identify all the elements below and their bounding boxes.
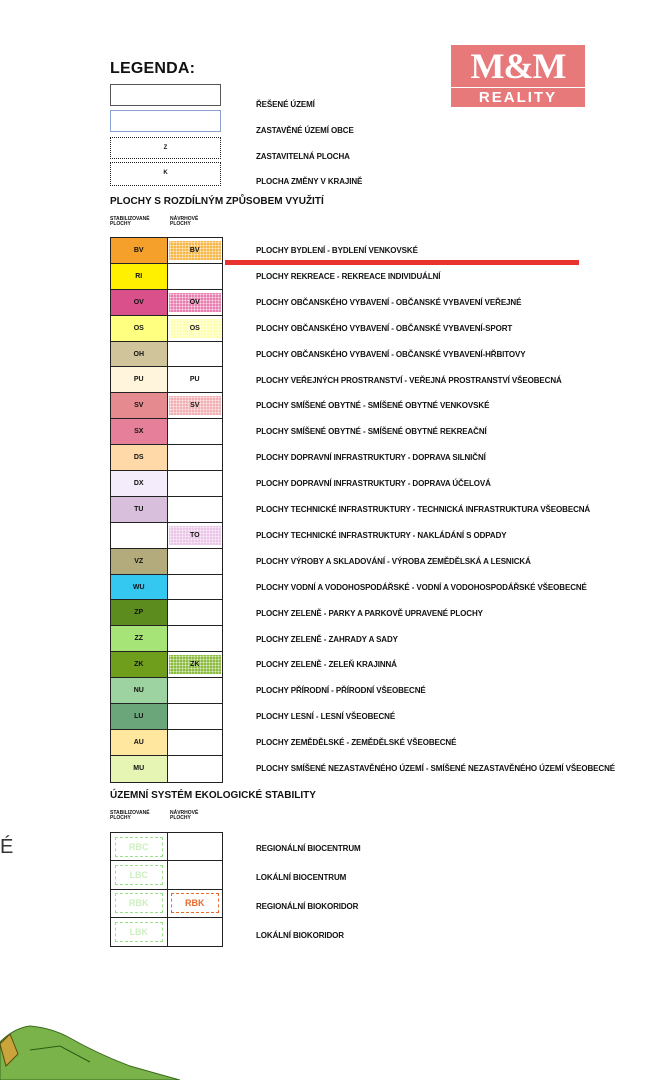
uses-row-rbk <box>111 890 222 918</box>
navrh-cell-mu <box>167 756 223 782</box>
navrh-cell-zz <box>167 626 223 651</box>
uses-col-header-stab: STABILIZOVANÉ PLOCHY <box>110 810 150 821</box>
stab-cell-oh: OH <box>111 342 167 367</box>
legend-label-to: PLOCHY TECHNICKÉ INFRASTRUKTURY - NAKLÁDÁNÍ S ODPADY <box>256 530 507 540</box>
map-fragment <box>0 1010 180 1080</box>
legend-row-nu <box>111 678 222 704</box>
stab-cell-ds: DS <box>111 445 167 470</box>
stab-cell-sv: SV <box>111 393 167 418</box>
navrh-cell-ri <box>167 264 223 289</box>
zastavitelna-label: ZASTAVITELNÁ PLOCHA <box>256 152 350 161</box>
cropped-map-letter: É <box>0 836 14 858</box>
legend-row-vz <box>111 549 222 575</box>
zmena-krajina-label: PLOCHA ZMĚNY V KRAJINĚ <box>256 177 363 186</box>
uses-navrh-cell-lbk <box>167 918 223 946</box>
legend-row-zk <box>111 652 222 678</box>
uses-navrh-cell-lbc <box>167 861 223 888</box>
legend-label-bv: PLOCHY BYDLENÍ - BYDLENÍ VENKOVSKÉ <box>256 246 418 255</box>
stab-cell-zp: ZP <box>111 600 167 625</box>
legend-label-lu: PLOCHY LESNÍ - LESNÍ VŠEOBECNÉ <box>256 712 396 722</box>
legend-label-pu: PLOCHY VEŘEJNÝCH PROSTRANSTVÍ - VEŘEJNÁ PROSTRANSTVÍ VŠEOBECNÁ <box>256 375 562 385</box>
legend-label-mu: PLOCHY SMÍŠENÉ NEZASTAVĚNÉHO ÚZEMÍ - SMÍŠENÉ NEZASTAVĚNÉHO ÚZEMÍ VŠEOBECNÉ <box>256 764 616 773</box>
uses-row-lbc <box>111 861 222 889</box>
legend-row-sv <box>111 393 222 419</box>
stab-cell-to <box>111 523 167 548</box>
legend-row-to <box>111 523 222 549</box>
legend-label-oh: PLOCHY OBČANSKÉHO VYBAVENÍ - OBČANSKÉ VYBAVENÍ-HŘBITOVY <box>256 349 526 359</box>
reseni-uzemi-label: ŘEŠENÉ ÚZEMÍ <box>256 100 315 109</box>
legend-row-sx <box>111 419 222 445</box>
legend-label-ov: PLOCHY OBČANSKÉHO VYBAVENÍ - OBČANSKÉ VYBAVENÍ VEŘEJNÉ <box>256 297 522 307</box>
stab-cell-mu: MU <box>111 756 167 782</box>
navrh-swatch-pu: PU <box>169 370 221 389</box>
legend-row-mu <box>111 756 222 782</box>
navrh-cell-lu <box>167 704 223 729</box>
stab-cell-bv: BV <box>111 238 167 263</box>
uses-stab-cell-lbk <box>111 918 167 946</box>
uses-navrh-cell-rbk <box>167 890 223 917</box>
uses-label-rbc: REGIONÁLNÍ BIOCENTRUM <box>256 844 361 853</box>
stab-cell-pu: PU <box>111 367 167 392</box>
navrh-swatch-os: OS <box>169 319 221 338</box>
legend-row-os <box>111 316 222 342</box>
navrh-cell-oh <box>167 342 223 367</box>
uses-navrh-cell-rbc <box>167 833 223 860</box>
zastavene-uzemi-label: ZASTAVĚNÉ ÚZEMÍ OBCE <box>256 126 354 135</box>
zastavene-uzemi-box <box>110 110 221 132</box>
logo-top-text: M&M <box>451 45 585 87</box>
section-plochy-title: PLOCHY S ROZDÍLNÝM ZPŮSOBEM VYUŽITÍ <box>110 196 324 207</box>
stab-cell-ri: RI <box>111 264 167 289</box>
legend-row-zp <box>111 600 222 626</box>
stab-cell-zz: ZZ <box>111 626 167 651</box>
navrh-cell-bv <box>167 238 223 263</box>
col-header-stab: STABILIZOVANÉ PLOCHY <box>110 216 150 227</box>
reseni-uzemi-box <box>110 84 221 106</box>
navrh-swatch-sv: SV <box>169 396 221 415</box>
uses-stab-cell-lbc <box>111 861 167 888</box>
uses-stab-swatch-rbc: RBC <box>115 837 163 857</box>
legend-row-ov <box>111 290 222 316</box>
legend-row-pu <box>111 367 222 393</box>
legend-label-zp: PLOCHY ZELENĚ - PARKY A PARKOVĚ UPRAVENÉ PLOCHY <box>256 608 483 618</box>
navrh-cell-wu <box>167 575 223 600</box>
legend-row-oh <box>111 342 222 368</box>
navrh-cell-zp <box>167 600 223 625</box>
uses-stab-cell-rbc <box>111 833 167 860</box>
stab-cell-tu: TU <box>111 497 167 522</box>
legend-label-dx: PLOCHY DOPRAVNÍ INFRASTRUKTURY - DOPRAVA ÚČELOVÁ <box>256 479 491 489</box>
legend-label-ri: PLOCHY REKREACE - REKREACE INDIVIDUÁLNÍ <box>256 271 441 281</box>
uses-label-lbk: LOKÁLNÍ BIOKORIDOR <box>256 931 344 940</box>
section-uses-title: ÚZEMNÍ SYSTÉM EKOLOGICKÉ STABILITY <box>110 790 316 801</box>
navrh-cell-ov <box>167 290 223 315</box>
legend-label-vz: PLOCHY VÝROBY A SKLADOVÁNÍ - VÝROBA ZEMĚDĚLSKÁ A LESNICKÁ <box>256 556 531 566</box>
stab-cell-lu: LU <box>111 704 167 729</box>
stab-cell-nu: NU <box>111 678 167 703</box>
navrh-cell-to <box>167 523 223 548</box>
legend-label-ds: PLOCHY DOPRAVNÍ INFRASTRUKTURY - DOPRAVA SILNIČNÍ <box>256 453 486 463</box>
navrh-cell-dx <box>167 471 223 496</box>
navrh-cell-pu <box>167 367 223 392</box>
uses-label-rbk: REGIONÁLNÍ BIOKORIDOR <box>256 902 359 911</box>
legend-row-tu <box>111 497 222 523</box>
land-use-legend-grid <box>110 237 223 783</box>
stab-cell-wu: WU <box>111 575 167 600</box>
uses-legend-grid <box>110 832 223 947</box>
mm-reality-logo <box>451 45 585 107</box>
legend-row-ri <box>111 264 222 290</box>
zmena-krajina-box: K <box>110 162 221 186</box>
logo-bottom-text: REALITY <box>451 88 585 107</box>
navrh-swatch-zk: ZK <box>169 655 221 674</box>
stab-cell-sx: SX <box>111 419 167 444</box>
legend-row-zz <box>111 626 222 652</box>
zastavitelna-box: Z <box>110 137 221 159</box>
navrh-cell-sx <box>167 419 223 444</box>
navrh-swatch-to: TO <box>169 526 221 545</box>
uses-stab-cell-rbk <box>111 890 167 917</box>
legend-row-dx <box>111 471 222 497</box>
navrh-swatch-bv: BV <box>169 241 221 260</box>
navrh-cell-nu <box>167 678 223 703</box>
uses-stab-swatch-lbk: LBK <box>115 922 163 942</box>
uses-stab-swatch-lbc: LBC <box>115 865 163 885</box>
navrh-cell-ds <box>167 445 223 470</box>
uses-stab-swatch-rbk: RBK <box>115 893 163 913</box>
legend-label-zk: PLOCHY ZELENĚ - ZELEŇ KRAJINNÁ <box>256 660 397 670</box>
navrh-cell-os <box>167 316 223 341</box>
legend-row-lu <box>111 704 222 730</box>
navrh-cell-sv <box>167 393 223 418</box>
uses-navrh-swatch-rbk: RBK <box>171 893 219 913</box>
navrh-cell-au <box>167 730 223 755</box>
stab-cell-zk: ZK <box>111 652 167 677</box>
stab-cell-ov: OV <box>111 290 167 315</box>
col-header-navrh: NÁVRHOVÉ PLOCHY <box>170 216 199 227</box>
legend-label-tu: PLOCHY TECHNICKÉ INFRASTRUKTURY - TECHNICKÁ INFRASTRUKTURA VŠEOBECNÁ <box>256 505 591 514</box>
stab-cell-os: OS <box>111 316 167 341</box>
navrh-swatch-ov: OV <box>169 293 221 312</box>
uses-row-rbc <box>111 833 222 861</box>
highlight-red-line <box>225 260 579 265</box>
stab-cell-dx: DX <box>111 471 167 496</box>
legend-label-zz: PLOCHY ZELENĚ - ZAHRADY A SADY <box>256 634 398 644</box>
legend-label-nu: PLOCHY PŘÍRODNÍ - PŘÍRODNÍ VŠEOBECNÉ <box>256 686 426 696</box>
uses-label-lbc: LOKÁLNÍ BIOCENTRUM <box>256 873 347 882</box>
legend-label-sv: PLOCHY SMÍŠENÉ OBYTNÉ - SMÍŠENÉ OBYTNÉ VENKOVSKÉ <box>256 401 490 411</box>
navrh-cell-tu <box>167 497 223 522</box>
legend-label-wu: PLOCHY VODNÍ A VODOHOSPODÁŘSKÉ - VODNÍ A VODOHOSPODÁŘSKÉ VŠEOBECNÉ <box>256 582 587 592</box>
stab-cell-vz: VZ <box>111 549 167 574</box>
legend-row-ds <box>111 445 222 471</box>
legend-label-os: PLOCHY OBČANSKÉHO VYBAVENÍ - OBČANSKÉ VYBAVENÍ-SPORT <box>256 323 513 333</box>
navrh-cell-zk <box>167 652 223 677</box>
legend-label-au: PLOCHY ZEMĚDĚLSKÉ - ZEMĚDĚLSKÉ VŠEOBECNÉ <box>256 738 457 748</box>
legend-label-sx: PLOCHY SMÍŠENÉ OBYTNÉ - SMÍŠENÉ OBYTNÉ REKREAČNÍ <box>256 427 487 437</box>
legend-row-au <box>111 730 222 756</box>
uses-row-lbk <box>111 918 222 946</box>
navrh-cell-vz <box>167 549 223 574</box>
legend-row-bv <box>111 238 222 264</box>
uses-col-header-navrh: NÁVRHOVÉ PLOCHY <box>170 810 199 821</box>
legend-title: LEGENDA: <box>110 60 196 77</box>
legend-row-wu <box>111 575 222 601</box>
stab-cell-au: AU <box>111 730 167 755</box>
